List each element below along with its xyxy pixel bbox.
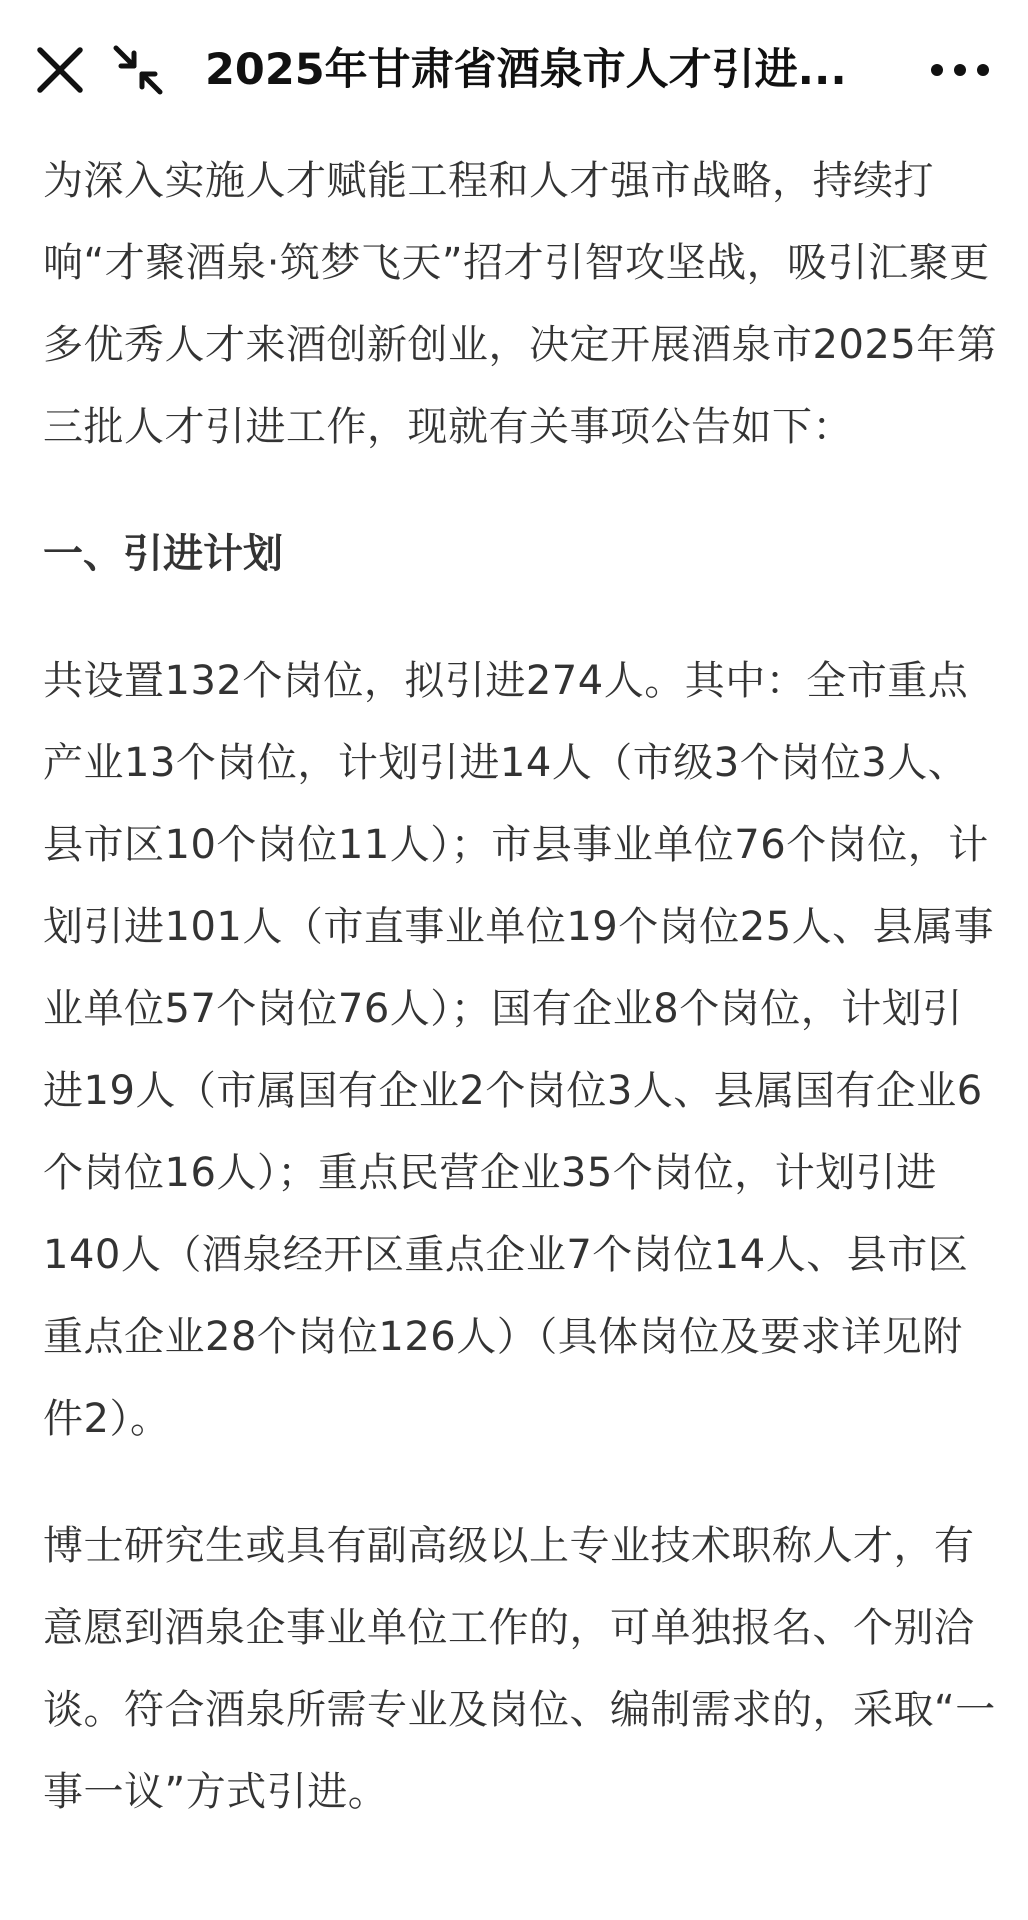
minimize-button[interactable] (106, 38, 170, 102)
page-title: 2025年甘肃省酒泉市人才引进... (205, 45, 847, 95)
note-paragraph: 博士研究生或具有副高级以上专业技术职称人才，有意愿到酒泉企事业单位工作的，可单独报名、个别洽谈。符合酒泉所需专业及岗位、编制需求的，采取“一事一议”方式引进。 (43, 1523, 996, 1815)
more-icon (928, 60, 992, 80)
article-content (43, 140, 998, 1833)
intro-paragraph: 为深入实施人才赋能工程和人才强市战略，持续打响“才聚酒泉·筑梦飞天”招才引智攻坚战，吸引汇聚更多优秀人才来酒创新创业，决定开展酒泉市2025年第三批人才引进工作，现就有关事项公告如下： (43, 158, 998, 450)
plan-paragraph: 共设置132个岗位，拟引进274人。其中：全市重点产业13个岗位，计划引进14人（市级3个岗位3人、县市区10个岗位11人）；市县事业单位76个岗位，计划引进101人（市直事业单位19个岗位25人、县属事业单位57个岗位76人）；国有企业8个岗位，计划引进19人（市属国有企业2个岗位3人、县属国有企业6个岗位16人）；重点民营企业35个岗位，计划引进140人（酒泉经开区重点企业7个岗位14人、县市区重点企业28个岗位126人）（具体岗位及要求详见附件2）。 (43, 658, 995, 1442)
more-button[interactable] (920, 38, 1000, 102)
close-button[interactable] (28, 38, 92, 102)
minimize-icon (110, 42, 166, 98)
top-bar (0, 0, 1028, 140)
section-heading: 一、引进计划 (43, 531, 283, 577)
close-icon (34, 44, 86, 96)
